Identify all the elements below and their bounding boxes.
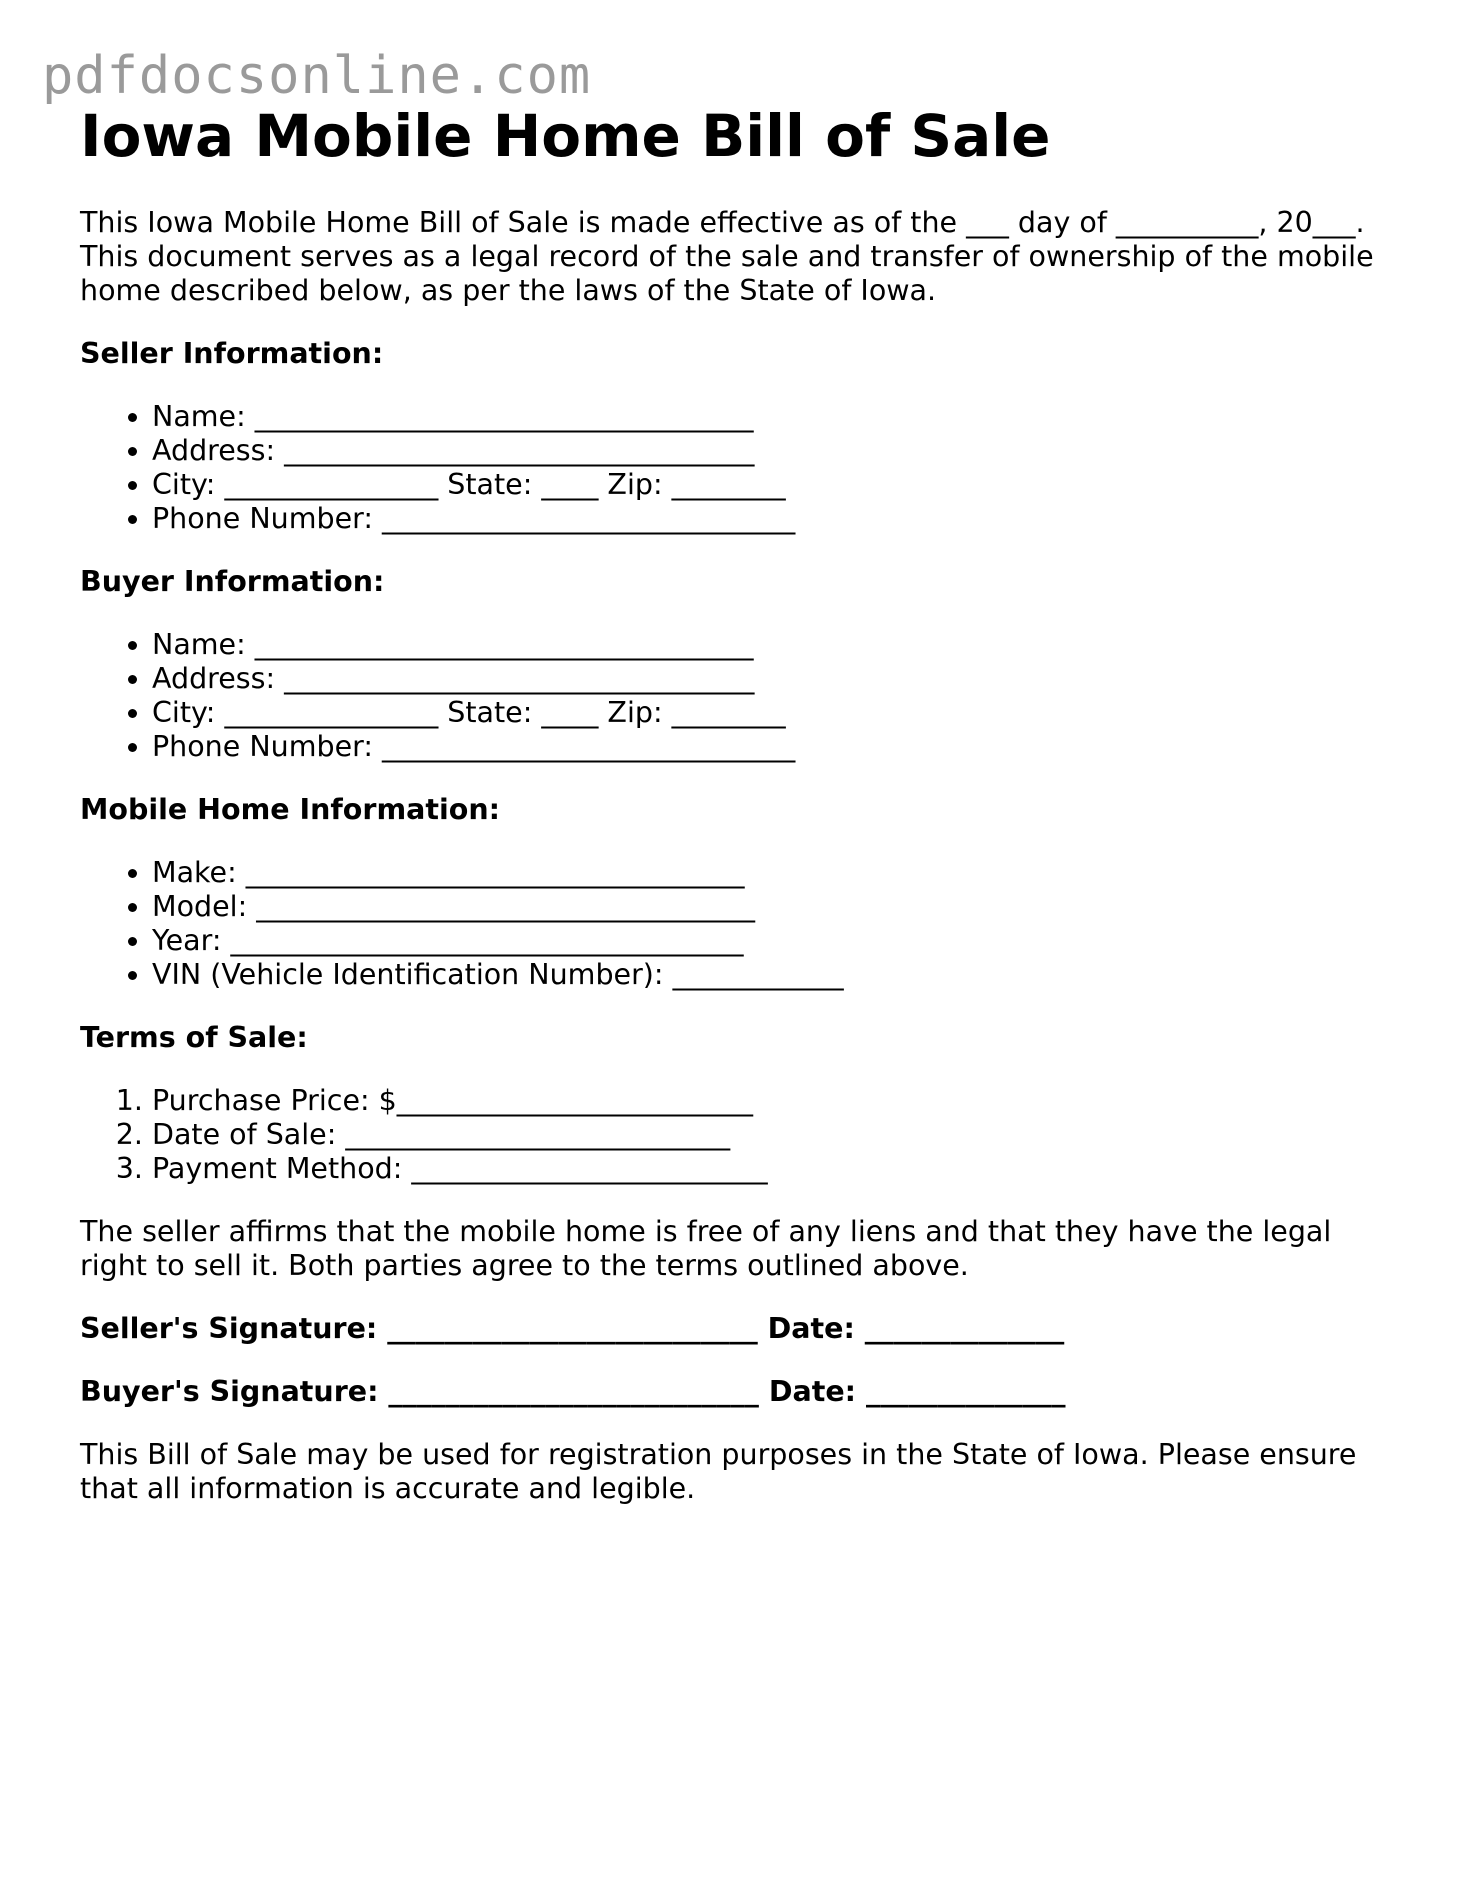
purchase-price-field[interactable]: 1. Purchase Price: $_________________________ [152,1084,1400,1118]
make-field[interactable]: • Make: ___________________________________ [152,856,1400,890]
buyer-city-state-zip-field[interactable]: • City: _______________ State: ____ Zip: ________ [152,696,1400,730]
document-title: Iowa Mobile Home Bill of Sale [80,102,1051,170]
buyer-heading: Buyer Information: [80,565,385,598]
seller-signature-line[interactable]: Seller's Signature: __________________________ Date: ______________ [80,1312,1065,1345]
buyer-phone-field[interactable]: • Phone Number: _____________________________ [152,730,1400,764]
year-field[interactable]: • Year: ____________________________________ [152,924,1400,958]
vin-field[interactable]: • VIN (Vehicle Identification Number): ____________ [152,958,1400,992]
terms-heading: Terms of Sale: [80,1021,308,1054]
intro-paragraph: This Iowa Mobile Home Bill of Sale is made effective as of the ___ day of __________, 20___. This document serves as a legal record of the sale and transfer of ownership of the mobile home described below, as per the laws of the State of Iowa. [80,206,1374,307]
footer-paragraph: This Bill of Sale may be used for registration purposes in the State of Iowa. Please ensure that all information is accurate and legible. [80,1438,1357,1505]
terms-list [80,1084,1400,1186]
watermark-text: pdfdocsonline.com [42,46,592,106]
date-of-sale-field[interactable]: 2. Date of Sale: ___________________________ [152,1118,1400,1152]
mobile-home-list [80,856,1400,992]
seller-list [80,400,1400,536]
seller-heading: Seller Information: [80,337,384,370]
buyer-signature-line[interactable]: Buyer's Signature: __________________________ Date: ______________ [80,1375,1066,1408]
mobile-home-heading: Mobile Home Information: [80,793,501,826]
document-page [80,100,1400,1506]
seller-phone-field[interactable]: • Phone Number: _____________________________ [152,502,1400,536]
payment-method-field[interactable]: 3. Payment Method: _________________________ [152,1152,1400,1186]
seller-name-field[interactable]: • Name: ___________________________________ [152,400,1400,434]
buyer-address-field[interactable]: • Address: _________________________________ [152,662,1400,696]
seller-city-state-zip-field[interactable]: • City: _______________ State: ____ Zip: ________ [152,468,1400,502]
buyer-name-field[interactable]: • Name: ___________________________________ [152,628,1400,662]
buyer-list [80,628,1400,764]
seller-address-field[interactable]: • Address: _________________________________ [152,434,1400,468]
model-field[interactable]: • Model: ___________________________________ [152,890,1400,924]
affirmation-paragraph: The seller affirms that the mobile home is free of any liens and that they have the legal right to sell it. Both parties agree to the terms outlined above. [80,1215,1332,1282]
